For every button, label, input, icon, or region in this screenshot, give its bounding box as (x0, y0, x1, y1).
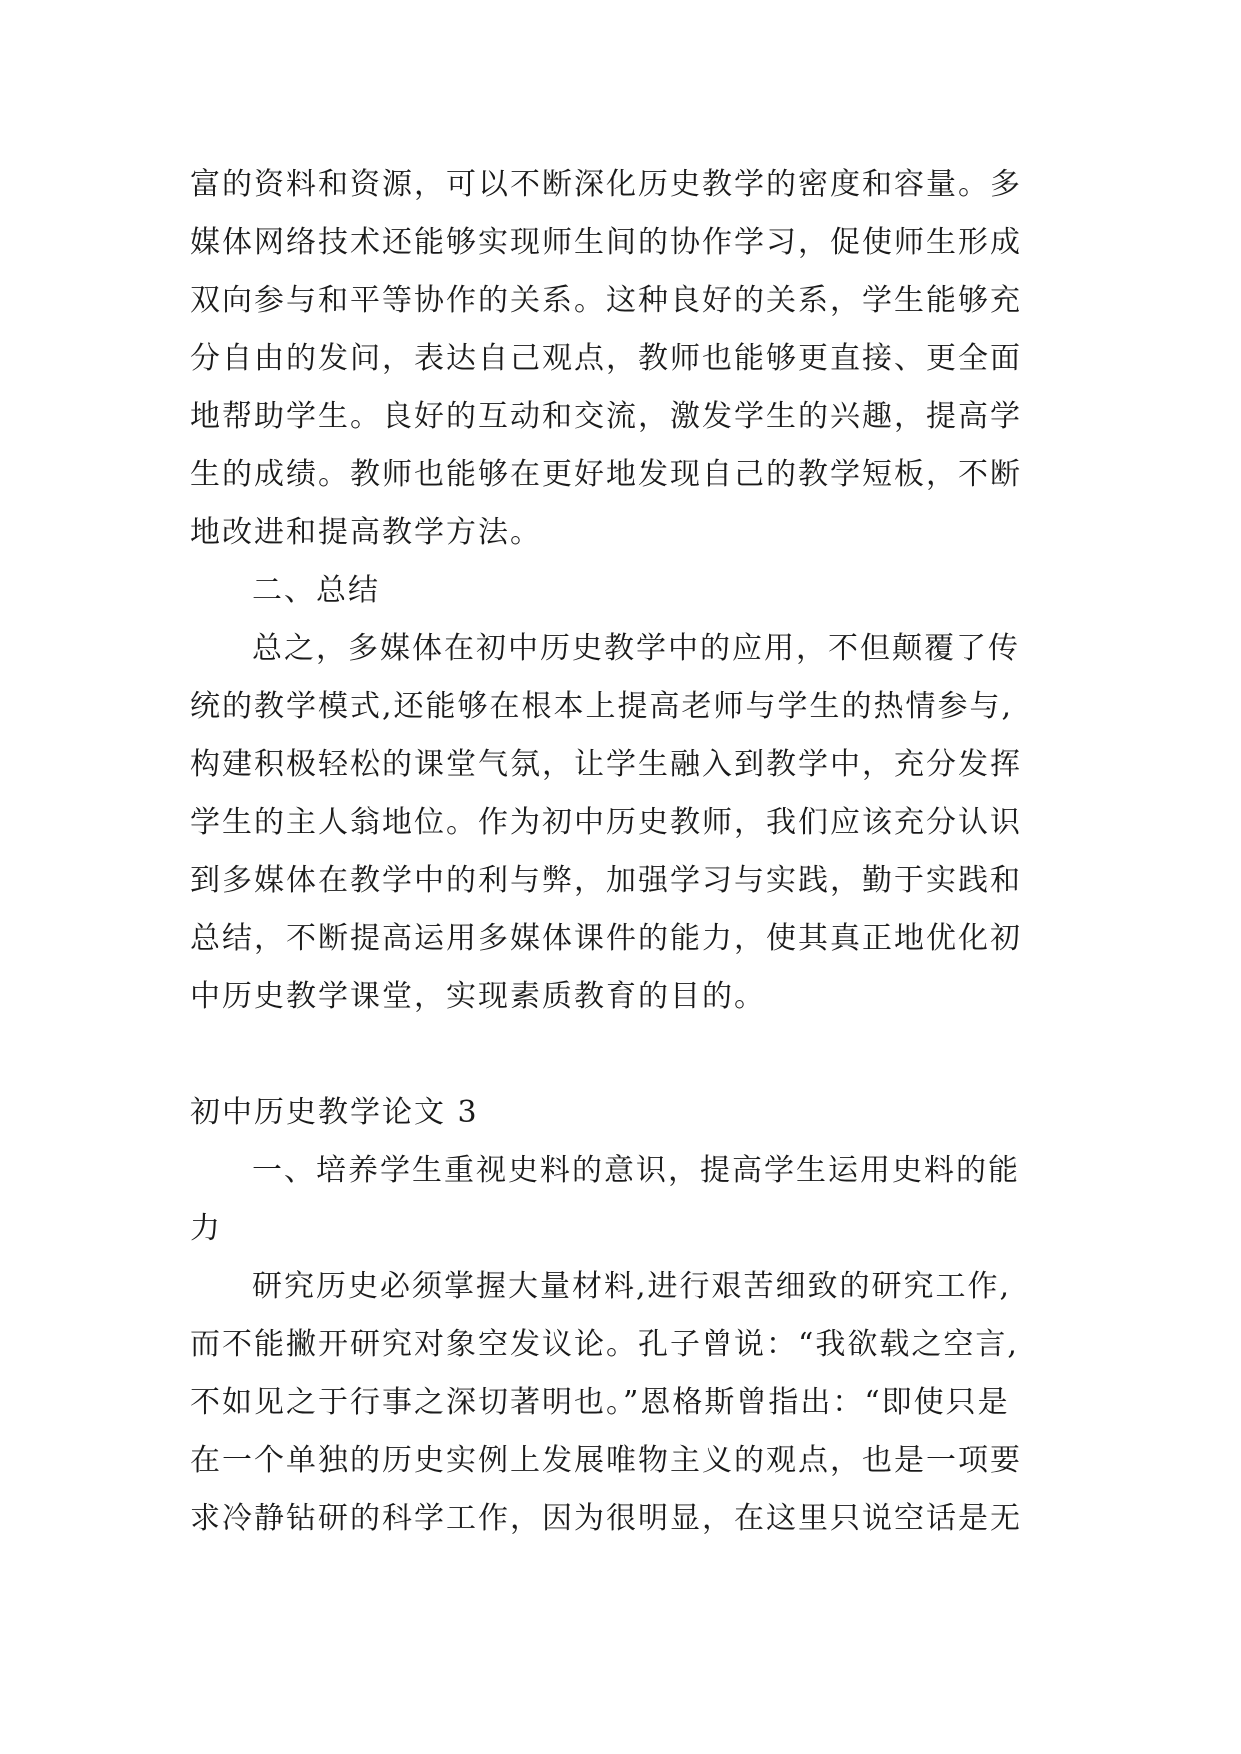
text-line: 双向参与和平等协作的关系。这种良好的关系，学生能够充 (190, 283, 1022, 318)
paragraph-summary (190, 620, 1051, 1026)
text-line: 中历史教学课堂，实现素质教育的目的。 (190, 979, 766, 1014)
text-line: 分自由的发问，表达自己观点，教师也能够更直接、更全面 (190, 341, 1022, 376)
text-line: 求冷静钻研的科学工作，因为很明显，在这里只说空话是无 (190, 1501, 1022, 1536)
text-line: 到多媒体在教学中的利与弊，加强学习与实践，勤于实践和 (190, 863, 1022, 898)
section-heading-historical-materials (190, 1142, 1051, 1258)
text-line: 一、培养学生重视史料的意识，提高学生运用史料的能 (252, 1153, 1020, 1188)
text-line: 地帮助学生。良好的互动和交流，激发学生的兴趣，提高学 (190, 399, 1022, 434)
text-line: 生的成绩。教师也能够在更好地发现自己的教学短板，不断 (190, 457, 1022, 492)
blank-line (190, 1026, 1051, 1084)
text-line: 地改进和提高教学方法。 (190, 515, 542, 550)
text-line: 学生的主人翁地位。作为初中历史教师，我们应该充分认识 (190, 805, 1022, 840)
text-line: 富的资料和资源，可以不断深化历史教学的密度和容量。多 (190, 167, 1022, 202)
text-line: 在一个单独的历史实例上发展唯物主义的观点，也是一项要 (190, 1443, 1022, 1478)
article-title: 初中历史教学论文 3 (190, 1095, 479, 1130)
text-line: 总之，多媒体在初中历史教学中的应用，不但颠覆了传 (252, 631, 1020, 666)
paragraph-multimedia-interaction (190, 156, 1051, 562)
text-line: 总结，不断提高运用多媒体课件的能力，使其真正地优化初 (190, 921, 1022, 956)
document-body (190, 156, 1051, 1548)
text-line: 不如见之于行事之深切著明也。”恩格斯曾指出：“即使只是 (190, 1385, 1010, 1420)
text-line: 研究历史必须掌握大量材料,进行艰苦细致的研究工作, (252, 1269, 1012, 1304)
text-line: 统的教学模式,还能够在根本上提高老师与学生的热情参与, (190, 689, 1014, 724)
text-line: 构建积极轻松的课堂气氛，让学生融入到教学中，充分发挥 (190, 747, 1022, 782)
paragraph-historical-research (190, 1258, 1051, 1548)
text-line: 媒体网络技术还能够实现师生间的协作学习，促使师生形成 (190, 225, 1022, 260)
text-line: 力 (190, 1211, 222, 1246)
text-line: 而不能撇开研究对象空发议论。孔子曾说：“我欲载之空言, (190, 1327, 1019, 1362)
section-heading-summary: 二、总结 (252, 573, 380, 608)
